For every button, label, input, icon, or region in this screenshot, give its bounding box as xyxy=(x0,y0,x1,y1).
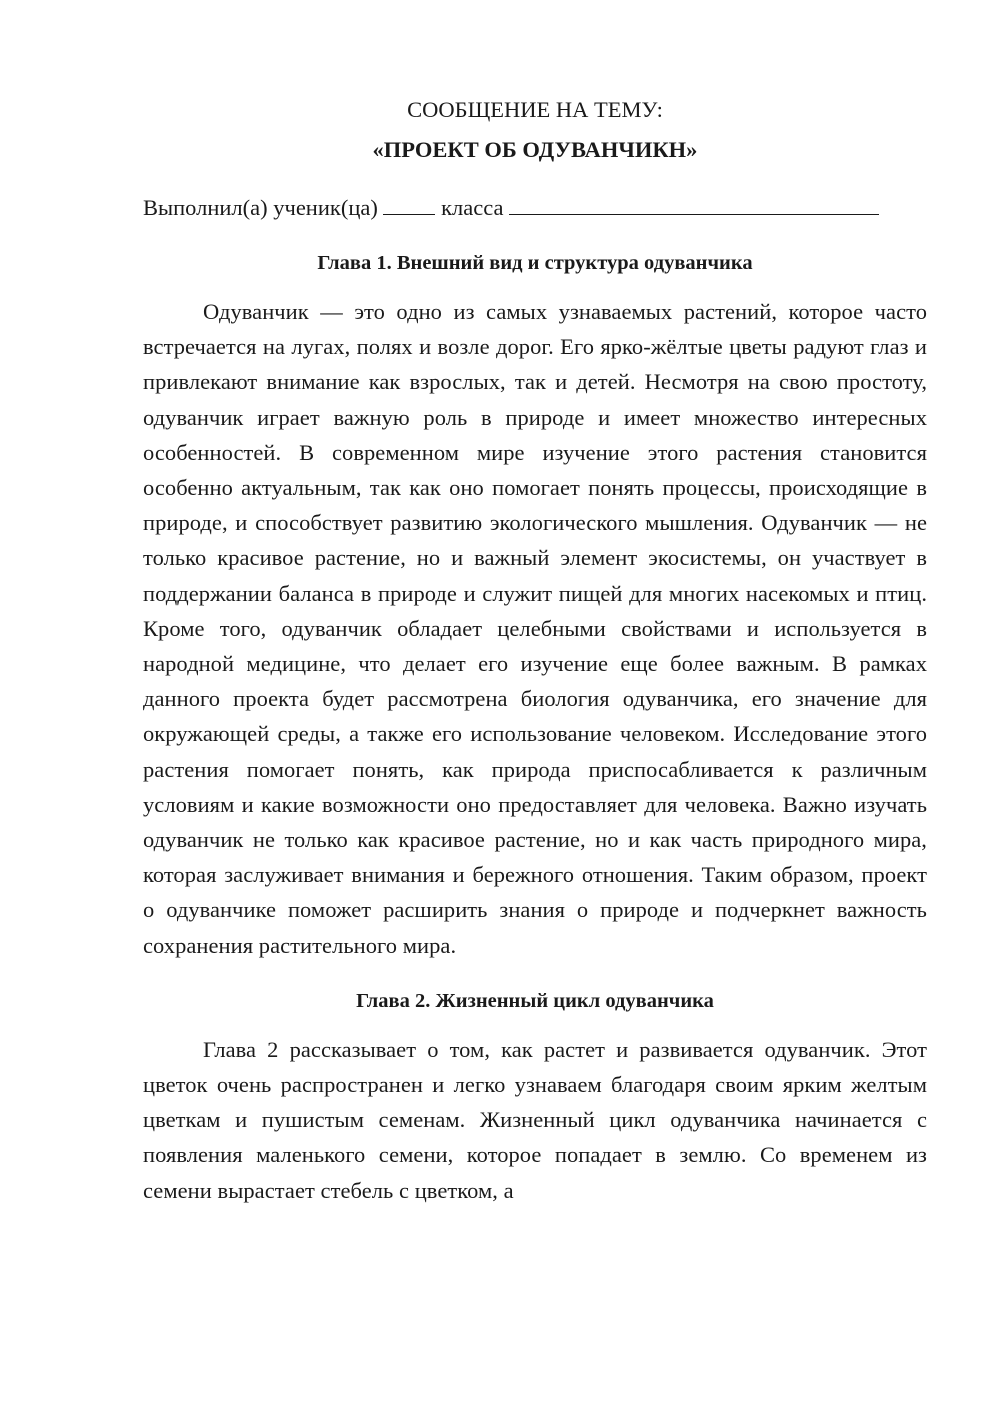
chapter-1-paragraph: Одуванчик — это одно из самых узнаваемых растений, которое часто встречается на лугах, полях и возле дорог. Его ярко-жёлтые цветы радуют глаз и привлекают внимание как взрослых, так и детей. Несмотря на свою простоту, одуванчик играет важную роль в природе и имеет множество интересных особенностей. В современном мире изучение этого растения становится особенно актуальным, так как оно помогает понять процессы, происходящие в природе, и способствует развитию экологического мышления. Одуванчик — не только красивое растение, но и важный элемент экосистемы, он участвует в поддержании баланса в природе и служит пищей для многих насекомых и птиц. Кроме того, одуванчик обладает целебными свойствами и используется в народной медицине, что делает его изучение еще более важным. В рамках данного проекта будет рассмотрена биология одуванчика, его значение для окружающей среды, а также его использование человеком. Исследование этого растения помогает понять, как природа приспосабливается к различным условиям и какие возможности оно предоставляет для человека. Важно изучать одуванчик не только как красивое растение, но и как часть природного мира, которая заслуживает внимания и бережного отношения. Таким образом, проект о одуванчике поможет расширить знания о природе и подчеркнет важность сохранения растительного мира. xyxy=(143,299,927,958)
chapter-2-heading: Глава 2. Жизненный цикл одуванчика xyxy=(356,989,714,1012)
document-page xyxy=(143,92,927,1208)
chapter-2-paragraph: Глава 2 рассказывает о том, как растет и развивается одуванчик. Этот цветок очень распространен и легко узнаваем благодаря своим ярким желтым цветкам и пушистым семенам. Жизненный цикл одуванчика начинается с появления маленького семени, которое попадает в землю. Со временем из семени вырастает стебель с цветком, а xyxy=(143,1036,927,1203)
class-number-blank xyxy=(383,194,435,215)
performer-label: Выполнил(а) ученик(ца) xyxy=(143,195,378,220)
performer-line xyxy=(143,190,927,226)
name-blank xyxy=(509,194,879,215)
class-label: класса xyxy=(441,195,504,220)
document-subtitle: «ПРОЕКТ ОБ ОДУВАНЧИКН» xyxy=(372,137,698,162)
document-title: СООБЩЕНИЕ НА ТЕМУ: xyxy=(407,97,663,122)
chapter-1-heading: Глава 1. Внешний вид и структура одуванчика xyxy=(317,252,753,274)
